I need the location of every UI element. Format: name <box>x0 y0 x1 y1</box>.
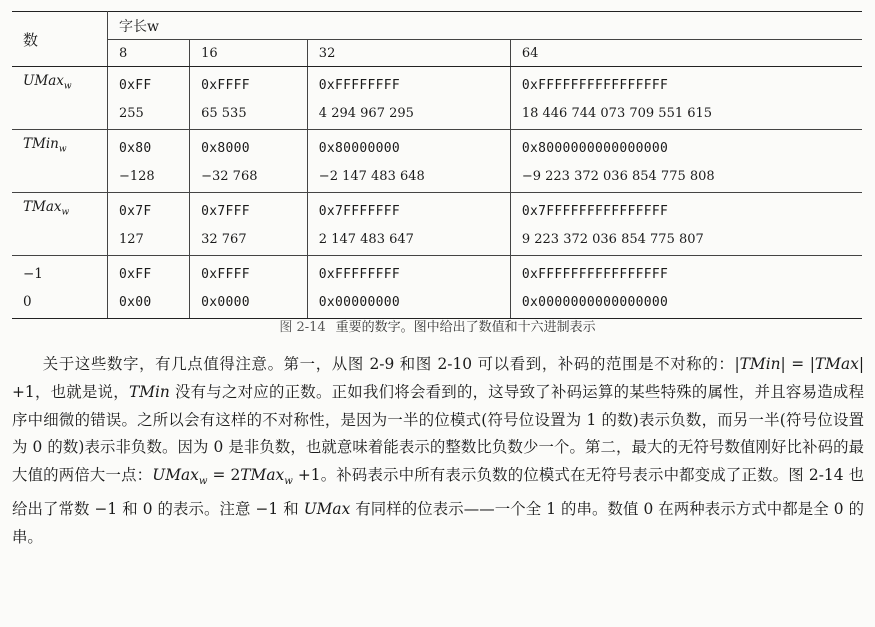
table-cell: 0xFFFFFFFF <box>307 67 510 100</box>
row-label-zero: 0 <box>12 288 108 319</box>
table-cell: 0x7FFFFFFFFFFFFFFF <box>521 203 669 219</box>
table-cell: 0xFFFFFFFFFFFFFFFF <box>521 266 669 282</box>
width-header-16: 16 <box>190 40 308 67</box>
table-cell: 18 446 744 073 709 551 615 <box>510 99 862 130</box>
figure-caption <box>0 316 875 335</box>
width-header-8: 8 <box>108 40 190 67</box>
table-cell: 0x00 <box>108 288 190 319</box>
table-cell: −2 147 483 648 <box>307 162 510 193</box>
table-cell: 0xFFFF <box>190 67 308 100</box>
table-cell: 127 <box>108 225 190 256</box>
table-cell: −32 768 <box>190 162 308 193</box>
table-cell: 0xFF <box>108 67 190 100</box>
table-cell: 0x80 <box>108 130 190 163</box>
figure-caption-text: 重要的数字。图中给出了数值和十六进制表示 <box>335 320 596 335</box>
figure-number: 图 2-14 <box>279 320 326 335</box>
row-label-tmin: TMin$_w$ <box>12 130 108 193</box>
table-row-minus-one <box>12 256 862 289</box>
table-row-umax-dec <box>12 99 862 130</box>
table-cell: 0x00000000 <box>307 288 510 319</box>
table-cell: 0x0000 <box>190 288 308 319</box>
important-numbers-table <box>12 11 862 319</box>
table-cell: 2 147 483 647 <box>307 225 510 256</box>
word-size-label: 字长w <box>119 18 159 35</box>
table-cell: 255 <box>108 99 190 130</box>
table-row-tmin-hex <box>12 130 862 163</box>
number-column-header: 数 <box>12 12 108 67</box>
table-cell: 32 767 <box>190 225 308 256</box>
table-cell: 0x80000000 <box>307 130 510 163</box>
row-label-tmax: TMax$_w$ <box>12 193 108 256</box>
table-cell: 0x7F <box>108 193 190 226</box>
table-cell: −9 223 372 036 854 775 808 <box>510 162 862 193</box>
table-cell: 65 535 <box>190 99 308 130</box>
table-row-tmax-dec <box>12 225 862 256</box>
table-row-umax-hex <box>12 67 862 100</box>
table-cell: 0x8000 <box>190 130 308 163</box>
table-cell: 0xFFFFFFFFFFFFFFFF <box>521 77 669 93</box>
width-header-32: 32 <box>307 40 510 67</box>
table-cell: 9 223 372 036 854 775 807 <box>510 225 862 256</box>
word-size-header <box>108 12 863 40</box>
row-label-minus-one: −1 <box>12 256 108 289</box>
table-cell: 0xFF <box>108 256 190 289</box>
row-label-umax: UMax$_w$ <box>12 67 108 130</box>
table-cell: 0x7FFFFFFF <box>307 193 510 226</box>
table-row-tmax-hex <box>12 193 862 226</box>
table-cell: 0xFFFF <box>190 256 308 289</box>
table-cell: 0x7FFF <box>190 193 308 226</box>
width-header-64: 64 <box>510 40 862 67</box>
body-paragraph <box>12 351 864 552</box>
paragraph-text: 关于这些数字，有几点值得注意。第一，从图 2-9 和图 2-10 可以看到，补码的范围是不对称的：|TMin| = |TMax| +1，也就是说，TMin 没有与之对应的正数。正如我们将会看到的，这导致了补码运算的某些特殊的属性，并且容易造成程序中细微的错误。之所以会有这样的不对称性，是因为一半的位模式(符号位设置为 1 的数)表示负数，而另一半(符号位设置为 0 的数)表示非负数。因为 0 是非负数，也就意味着能表示的整数比负数少一个。第二，最大的无符号数值刚好比补码的最大值的两倍大一点：UMax$_w$ = 2TMax$_w$ +1。补码表示中所有表示负数的位模式在无符号表示中都变成了正数。图 2-14 也给出了常数 −1 和 0 的表示。注意 −1 和 UMax 有同样的位表示——一个全 1 的串。数值 0 在两种表示方式中都是全 0 的串。 <box>12 355 864 546</box>
table-cell: 0x0000000000000000 <box>510 288 862 319</box>
table-cell: 4 294 967 295 <box>307 99 510 130</box>
table-cell: 0xFFFFFFFF <box>307 256 510 289</box>
table-cell: −128 <box>108 162 190 193</box>
table-cell: 0x8000000000000000 <box>521 140 669 156</box>
table-row-zero <box>12 288 862 319</box>
table-row-tmin-dec <box>12 162 862 193</box>
